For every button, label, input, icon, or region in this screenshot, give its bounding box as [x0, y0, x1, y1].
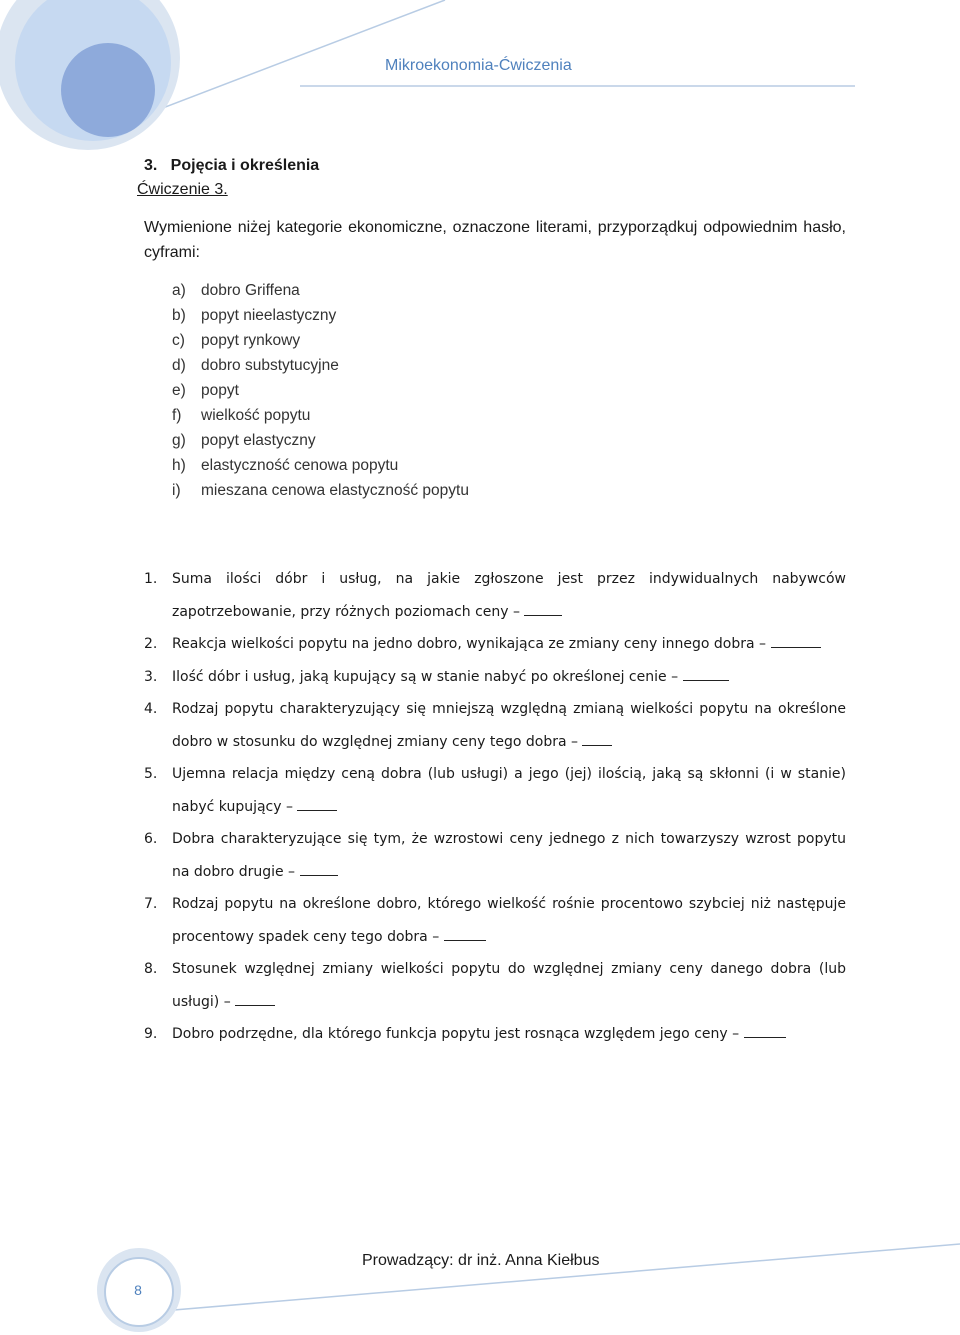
category-text: popyt elastyczny: [201, 432, 316, 449]
category-letter: e): [172, 382, 186, 399]
category-letter: g): [172, 432, 186, 449]
answer-blank[interactable]: [771, 632, 821, 648]
definition-number: 1.: [144, 571, 158, 587]
answer-blank[interactable]: [524, 600, 562, 616]
definition-text: Ilość dóbr i usług, jaką kupujący są w stanie nabyć po określonej cenie –: [172, 668, 679, 685]
definition-text: Reakcja wielkości popytu na jedno dobro, wynikająca ze zmiany ceny innego dobra –: [172, 636, 767, 652]
answer-blank[interactable]: [297, 795, 337, 811]
definition-number: 5.: [144, 766, 158, 782]
category-item: [172, 306, 469, 331]
answer-blank[interactable]: [582, 730, 612, 746]
definition-text: Ujemna relacja między ceną dobra (lub usługi) a jego (jej) ilością, jaką są skłonni (i w stanie) nabyć kupujący –: [172, 766, 846, 815]
category-letter: f): [172, 407, 182, 424]
category-letter: a): [172, 282, 186, 299]
definition-text: Rodzaj popytu charakteryzujący się mniejszą względną zmianą wielkości popytu na określone dobro w stosunku do względnej zmiany ceny tego dobra –: [172, 701, 846, 750]
category-item: [172, 431, 469, 456]
category-item: [172, 381, 469, 406]
definition-item: [144, 563, 846, 628]
page-number: 8: [134, 1282, 142, 1298]
category-text: popyt rynkowy: [201, 332, 301, 349]
definition-item: [144, 628, 846, 661]
definition-number: 9.: [144, 1026, 158, 1042]
category-text: mieszana cenowa elastyczność popytu: [201, 482, 469, 499]
category-item: [172, 281, 469, 306]
category-text: popyt nieelastyczny: [201, 307, 337, 324]
category-letter: d): [172, 357, 186, 374]
definition-number: 3.: [144, 668, 158, 685]
category-text: popyt: [201, 382, 239, 399]
category-text: wielkość popytu: [201, 407, 311, 424]
definition-number: 4.: [144, 701, 158, 717]
definition-item: [144, 888, 846, 953]
definition-text: Dobra charakteryzujące się tym, że wzrostowi ceny jednego z nich towarzyszy wzrost popytu na dobro drugie –: [172, 831, 846, 880]
definition-item: [144, 953, 846, 1018]
answer-blank[interactable]: [444, 925, 486, 941]
definition-number: 2.: [144, 636, 158, 652]
definition-item: [144, 693, 846, 758]
category-item: [172, 356, 469, 381]
category-text: elastyczność cenowa popytu: [201, 457, 399, 474]
answer-blank[interactable]: [744, 1022, 786, 1038]
header-circle-inner: [61, 43, 155, 137]
definition-number: 6.: [144, 831, 158, 847]
exercise-instruction: Wymienione niżej kategorie ekonomiczne, oznaczone literami, przyporządkuj odpowiednim hasło, cyframi:: [144, 219, 846, 261]
category-letter: b): [172, 307, 186, 324]
section-heading: 3. Pojęcia i określenia: [144, 157, 320, 174]
category-item: [172, 406, 469, 431]
definition-text: Suma ilości dóbr i usług, na jakie zgłoszone jest przez indywidualnych nabywców zapotrzebowanie, przy różnych poziomach ceny –: [172, 571, 846, 620]
header-decoration: [0, 0, 960, 160]
definition-text: Rodzaj popytu na określone dobro, którego wielkość rośnie procentowo szybciej niż następuje procentowy spadek ceny tego dobra –: [172, 896, 846, 945]
definition-text: Dobro podrzędne, dla którego funkcja popytu jest rosnąca względem jego ceny –: [172, 1026, 740, 1042]
category-letter: c): [172, 332, 185, 349]
category-letter: h): [172, 457, 186, 474]
category-item: [172, 456, 469, 481]
definition-list: [144, 563, 846, 1051]
category-text: dobro substytucyjne: [201, 357, 339, 374]
definition-item: [144, 1018, 846, 1051]
category-list: [172, 281, 469, 506]
category-letter: i): [172, 482, 181, 499]
category-text: dobro Griffena: [201, 282, 300, 299]
footer-lecturer: Prowadzący: dr inż. Anna Kiełbus: [362, 1252, 600, 1269]
header-title: Mikroekonomia-Ćwiczenia: [385, 57, 572, 74]
definition-item: [144, 823, 846, 888]
answer-blank[interactable]: [235, 990, 275, 1006]
definition-item: [144, 661, 846, 694]
answer-blank[interactable]: [300, 860, 338, 876]
definition-number: 7.: [144, 896, 158, 912]
definition-item: [144, 758, 846, 823]
answer-blank[interactable]: [683, 665, 729, 681]
exercise-title: Ćwiczenie 3.: [137, 181, 228, 198]
category-item: [172, 331, 469, 356]
category-item: [172, 481, 469, 506]
definition-number: 8.: [144, 961, 158, 977]
definition-text: Stosunek względnej zmiany wielkości popytu do względnej zmiany ceny danego dobra (lub usługi) –: [172, 961, 846, 1010]
